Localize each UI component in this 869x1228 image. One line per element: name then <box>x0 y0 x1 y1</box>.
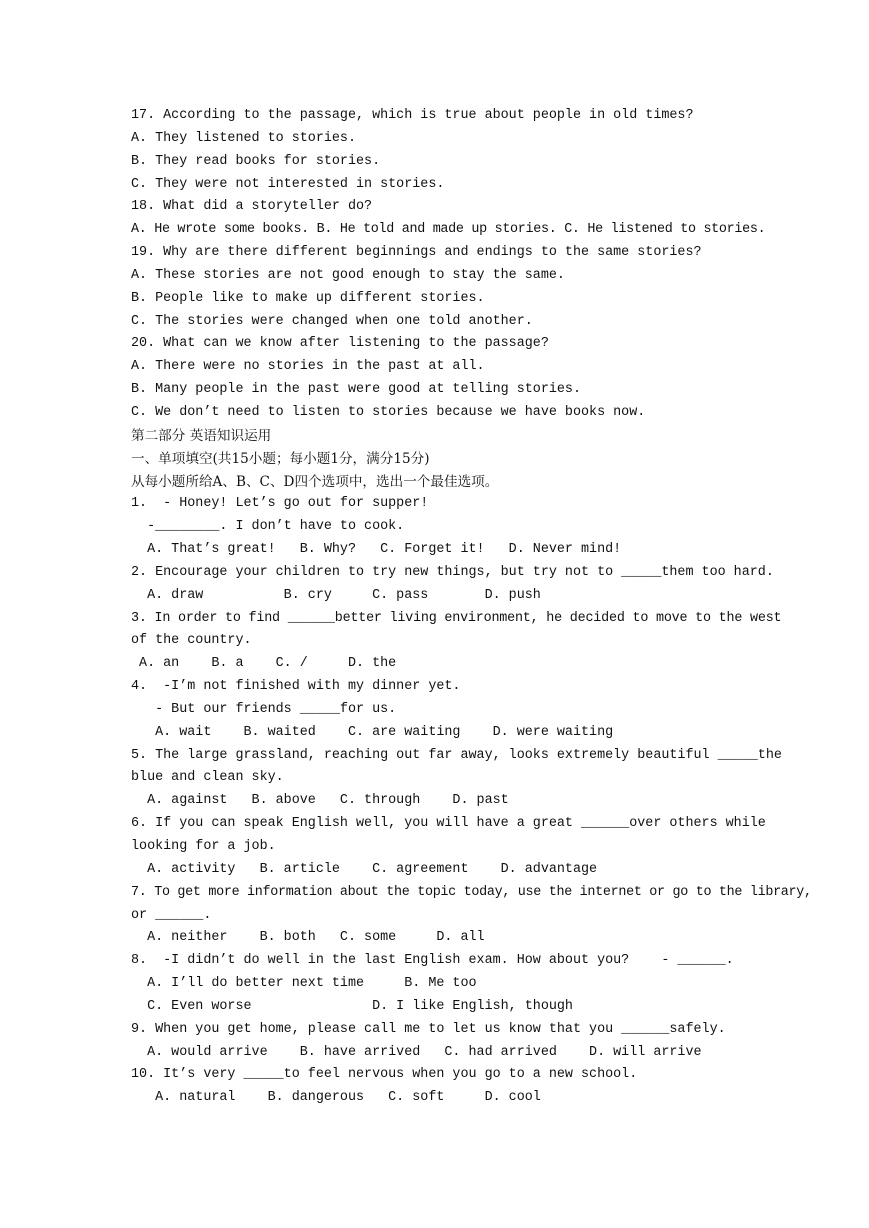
q1-stem: 1. - Honey! Let’s go out for supper! <box>131 496 429 512</box>
q19-option-c: C. The stories were changed when one told another. <box>131 313 533 329</box>
exam-text <box>131 105 812 1110</box>
q17-option-c: C. They were not interested in stories. <box>131 176 445 192</box>
q4-options: A. wait B. waited C. are waiting D. were waiting <box>131 724 614 740</box>
part-heading: 一、单项填空(共15小题；每小题1分，满分15分) <box>131 450 430 467</box>
q20-option-b: B. Many people in the past were good at telling stories. <box>131 382 581 398</box>
q6-stem-line2: looking for a job. <box>131 839 276 854</box>
q1-stem-line2: -________. I don’t have to cook. <box>131 519 405 535</box>
q3-stem: 3. In order to find ______better living environment, he decided to move to the west <box>131 610 782 626</box>
q19-option-a: A. These stories are not good enough to stay the same. <box>131 267 565 283</box>
q9-stem: 9. When you get home, please call me to let us know that you ______safely. <box>131 1021 726 1037</box>
section-heading: 第二部分 英语知识运用 <box>131 427 272 444</box>
q18-stem: 18. What did a storyteller do? <box>131 199 373 215</box>
q3-options: A. an B. a C. / D. the <box>131 656 397 672</box>
q10-options: A. natural B. dangerous C. soft D. cool <box>131 1090 541 1106</box>
q1-options: A. That’s great! B. Why? C. Forget it! D. Never mind! <box>131 542 622 558</box>
q5-stem-line2: blue and clean sky. <box>131 770 284 786</box>
q4-stem-line2: - But our friends _____for us. <box>131 701 397 717</box>
q17-option-b: B. They read books for stories. <box>131 153 381 169</box>
q7-options: A. neither B. both C. some D. all <box>131 930 485 946</box>
q20-stem: 20. What can we know after listening to the passage? <box>131 336 549 352</box>
q20-option-a: A. There were no stories in the past at all. <box>131 359 485 375</box>
q6-options: A. activity B. article C. agreement D. advantage <box>131 861 598 877</box>
q3-stem-line2: of the country. <box>131 633 252 649</box>
q19-stem: 19. Why are there different beginnings and endings to the same stories? <box>131 245 702 261</box>
q6-stem: 6. If you can speak English well, you will have a great ______over others while <box>131 816 766 832</box>
q4-stem: 4. -I’m not finished with my dinner yet. <box>131 679 461 695</box>
q5-options: A. against B. above C. through D. past <box>131 793 509 809</box>
q2-options: A. draw B. cry C. pass D. push <box>131 587 541 603</box>
q5-stem: 5. The large grassland, reaching out far away, looks extremely beautiful _____the <box>131 747 782 763</box>
instructions: 从每小题所给A、B、C、D四个选项中，选出一个最佳选项。 <box>131 473 499 490</box>
q9-options: A. would arrive B. have arrived C. had arrived D. will arrive <box>131 1044 702 1060</box>
q17-option-a: A. They listened to stories. <box>131 130 356 146</box>
q7-stem: 7. To get more information about the topic today, use the internet or go to the library, <box>131 884 812 900</box>
q8-options-row1: A. I’ll do better next time B. Me too <box>131 976 477 992</box>
q18-options: A. He wrote some books. B. He told and made up stories. C. He listened to stories. <box>131 222 766 238</box>
q8-options-row2: C. Even worse D. I like English, though <box>131 998 573 1014</box>
q7-stem-line2: or ______. <box>131 907 212 923</box>
q2-stem: 2. Encourage your children to try new things, but try not to _____them too hard. <box>131 564 774 580</box>
q20-option-c: C. We don’t need to listen to stories because we have books now. <box>131 404 646 420</box>
q19-option-b: B. People like to make up different stories. <box>131 290 485 306</box>
q17-stem: 17. According to the passage, which is true about people in old times? <box>131 108 694 123</box>
q10-stem: 10. It’s very _____to feel nervous when you go to a new school. <box>131 1067 638 1083</box>
q8-stem: 8. -I didn’t do well in the last English exam. How about you? - ______. <box>131 953 734 969</box>
